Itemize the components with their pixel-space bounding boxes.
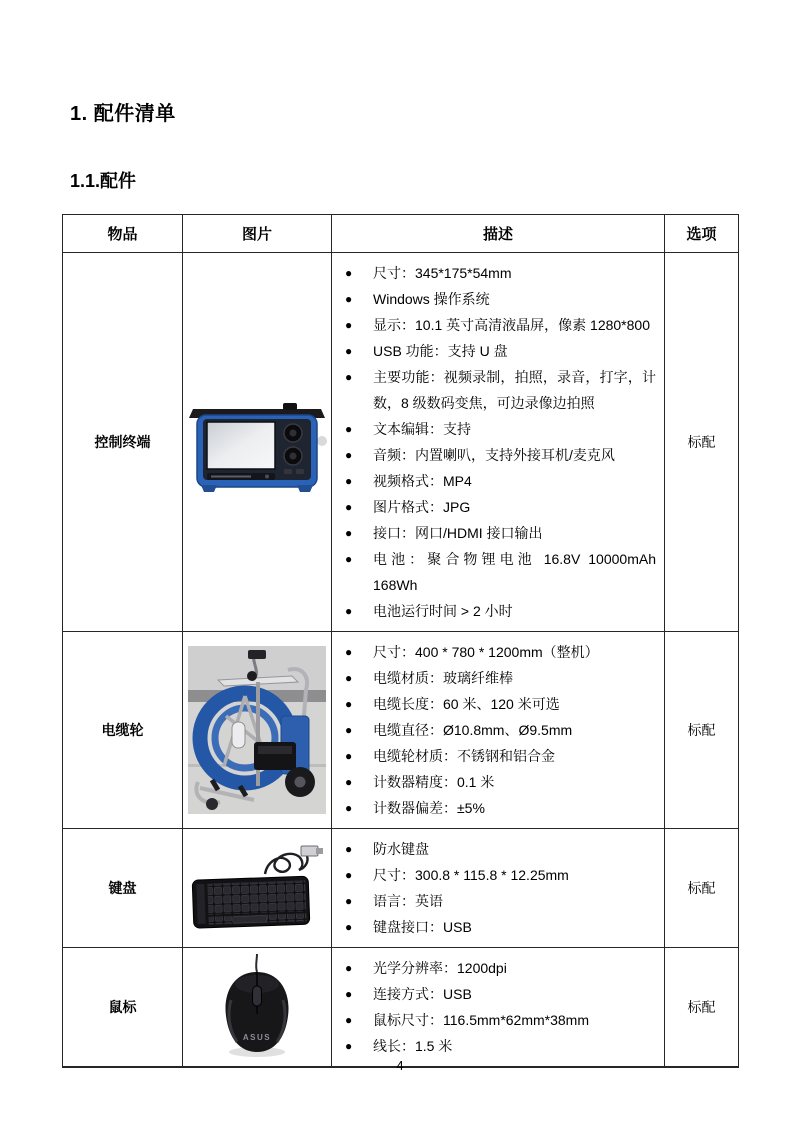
item-description-cell (332, 632, 665, 829)
column-header-option: 选项 (665, 215, 739, 253)
column-header-picture: 图片 (183, 215, 332, 253)
table-header-row (63, 215, 739, 253)
column-header-description: 描述 (332, 215, 665, 253)
description-bullet: ● 计数器精度：0.1 米 (336, 769, 656, 795)
item-description-cell (332, 253, 665, 632)
item-option: 标配 (665, 253, 739, 632)
item-description-cell (332, 948, 665, 1068)
item-photo-cell (183, 632, 332, 829)
description-bullet: ● 显示：10.1 英寸高清液晶屏，像素 1280*800 (336, 312, 656, 338)
description-bullet: ● 电池：聚合物锂电池 16.8V 10000mAh 168Wh (336, 546, 656, 598)
description-list (336, 260, 656, 624)
description-bullet: ● 电缆轮材质：不锈钢和铝合金 (336, 743, 656, 769)
description-bullet: ● 线长：1.5 米 (336, 1033, 656, 1059)
description-bullet: ● 文本编辑：支持 (336, 416, 656, 442)
column-header-item: 物品 (63, 215, 183, 253)
description-bullet: ● 电缆直径：Ø10.8mm、Ø9.5mm (336, 717, 656, 743)
subsection-heading: 1.1.配件 (70, 171, 137, 191)
mouse-photo (187, 952, 327, 1062)
description-list (336, 955, 656, 1059)
description-bullet: ● 音频：内置喇叭，支持外接耳机/麦克风 (336, 442, 656, 468)
item-name: 控制终端 (63, 253, 183, 632)
item-option: 标配 (665, 632, 739, 829)
description-bullet: ● USB 功能：支持 U 盘 (336, 338, 656, 364)
page-number: 4 (396, 1058, 404, 1073)
description-bullet: ● 键盘接口：USB (336, 914, 656, 940)
table-row (63, 632, 739, 829)
section-heading: 1. 配件清单 (70, 103, 176, 125)
item-photo-cell (183, 829, 332, 948)
description-bullet: ● 图片格式：JPG (336, 494, 656, 520)
description-list (336, 639, 656, 821)
cable-reel-photo (188, 646, 326, 814)
description-bullet: ● 连接方式：USB (336, 981, 656, 1007)
item-option: 标配 (665, 829, 739, 948)
accessories-table (62, 214, 739, 1068)
item-name: 电缆轮 (63, 632, 183, 829)
table-row (63, 253, 739, 632)
description-bullet: ● 尺寸：345*175*54mm (336, 260, 656, 286)
item-description-cell (332, 829, 665, 948)
description-bullet: ● 视频格式：MP4 (336, 468, 656, 494)
item-photo-cell (183, 253, 332, 632)
item-photo-cell (183, 948, 332, 1068)
description-bullet: ● 防水键盘 (336, 836, 656, 862)
item-option: 标配 (665, 948, 739, 1068)
description-bullet: ● 尺寸：300.8 * 115.8 * 12.25mm (336, 862, 656, 888)
item-name: 鼠标 (63, 948, 183, 1068)
keyboard-photo (187, 840, 327, 936)
item-name: 键盘 (63, 829, 183, 948)
description-bullet: ● 电缆长度：60 米、120 米可选 (336, 691, 656, 717)
description-bullet: ● 接口：网口/HDMI 接口输出 (336, 520, 656, 546)
description-bullet: ● 主要功能：视频录制，拍照，录音，打字，计数，8 级数码变焦，可边录像边拍照 (336, 364, 656, 416)
table-row (63, 948, 739, 1068)
description-bullet: ● Windows 操作系统 (336, 286, 656, 312)
description-bullet: ● 电池运行时间 > 2 小时 (336, 598, 656, 624)
description-bullet: ● 鼠标尺寸：116.5mm*62mm*38mm (336, 1007, 656, 1033)
description-bullet: ● 光学分辨率：1200dpi (336, 955, 656, 981)
description-bullet: ● 尺寸：400 * 780 * 1200mm（整机） (336, 639, 656, 665)
description-bullet: ● 计数器偏差：±5% (336, 795, 656, 821)
table-row (63, 829, 739, 948)
description-list (336, 836, 656, 940)
mouse-brand-label: ASUS (242, 1033, 272, 1042)
description-bullet: ● 电缆材质：玻璃纤维棒 (336, 665, 656, 691)
description-bullet: ● 语言：英语 (336, 888, 656, 914)
control-terminal-photo (187, 389, 327, 495)
